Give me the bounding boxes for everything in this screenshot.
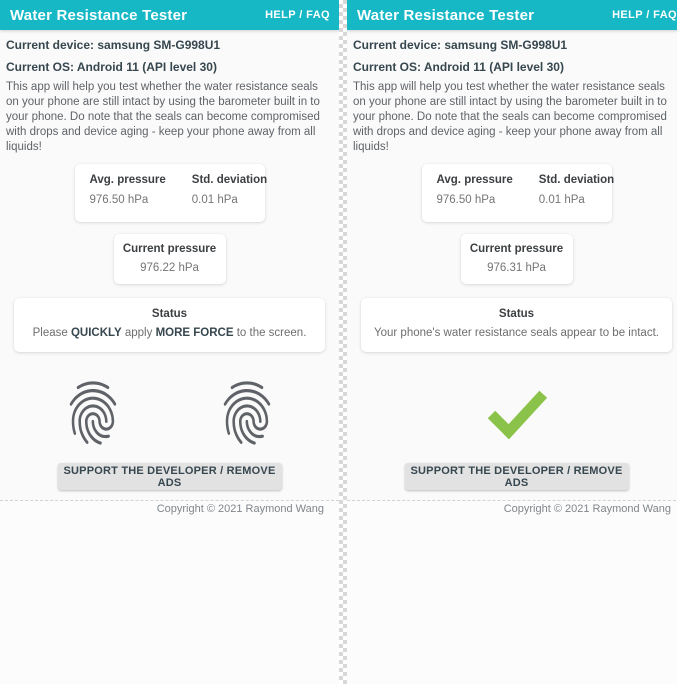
app-bar	[0, 0, 339, 30]
app-screen-testing	[0, 0, 339, 515]
status-message: Your phone's water resistance seals appear to be intact.	[374, 327, 659, 339]
current-pressure-label: Current pressure	[122, 243, 217, 255]
avg-pressure-label: Avg. pressure	[89, 174, 166, 186]
app-title: Water Resistance Tester	[10, 6, 188, 24]
current-pressure-value: 976.22 hPa	[140, 262, 199, 274]
help-faq-button[interactable]: HELP / FAQ	[265, 9, 330, 21]
status-text-part: to the screen.	[233, 327, 307, 339]
fingerprint-icon[interactable]	[62, 375, 124, 451]
checkered-divider	[339, 0, 347, 684]
pressure-stats-card	[422, 164, 615, 222]
screenshot-right	[347, 0, 677, 684]
app-bar	[347, 0, 677, 30]
copyright-text: Copyright © 2021 Raymond Wang	[503, 503, 671, 515]
current-pressure-card	[461, 234, 573, 284]
support-developer-button[interactable]: SUPPORT THE DEVELOPER / REMOVE ADS	[405, 463, 629, 490]
status-message	[14, 327, 325, 339]
current-device-text: Current device: samsung SM-G998U1	[6, 38, 221, 52]
avg-pressure-value: 976.50 hPa	[436, 194, 496, 206]
status-card	[361, 298, 672, 352]
std-deviation-stat	[192, 174, 267, 222]
status-card	[14, 298, 325, 352]
app-description: This app will help you test whether the water resistance seals on your phone are still intact by using the barometer built in to your phone. Do note that the seals can become compromised with drops and device aging - keep your phone away from all liquids!	[353, 81, 667, 153]
status-text-bold: QUICKLY	[70, 327, 122, 339]
std-deviation-label: Std. deviation	[538, 174, 615, 186]
std-deviation-value: 0.01 hPa	[538, 194, 585, 206]
std-deviation-label: Std. deviation	[191, 174, 268, 186]
current-pressure-label: Current pressure	[469, 243, 564, 255]
support-developer-button[interactable]: SUPPORT THE DEVELOPER / REMOVE ADS	[58, 463, 282, 490]
screen-body	[347, 30, 677, 515]
fingerprint-icon[interactable]	[216, 375, 278, 451]
avg-pressure-stat	[90, 174, 166, 222]
current-os-text: Current OS: Android 11 (API level 30)	[353, 60, 564, 74]
current-pressure-card	[114, 234, 226, 284]
copyright-text: Copyright © 2021 Raymond Wang	[156, 503, 324, 515]
status-heading: Status	[151, 308, 188, 320]
app-screen-result	[347, 0, 677, 515]
std-deviation-value: 0.01 hPa	[191, 194, 238, 206]
status-heading: Status	[498, 308, 535, 320]
avg-pressure-value: 976.50 hPa	[89, 194, 149, 206]
status-text-part: apply	[121, 327, 156, 339]
check-icon	[479, 386, 555, 440]
std-deviation-stat	[539, 174, 614, 222]
avg-pressure-stat	[437, 174, 513, 222]
current-pressure-value: 976.31 hPa	[487, 262, 546, 274]
status-text-bold: MORE FORCE	[155, 327, 234, 339]
screen-body	[0, 30, 339, 515]
help-faq-button[interactable]: HELP / FAQ	[612, 9, 677, 21]
current-device-text: Current device: samsung SM-G998U1	[353, 38, 568, 52]
app-description: This app will help you test whether the water resistance seals on your phone are still intact by using the barometer built in to your phone. Do note that the seals can become compromised with drops and device aging - keep your phone away from all liquids!	[6, 81, 320, 153]
result-area	[353, 367, 677, 459]
app-title: Water Resistance Tester	[357, 6, 535, 24]
status-text-part: Please	[32, 327, 71, 339]
press-area[interactable]	[6, 367, 333, 459]
pressure-stats-card	[75, 164, 268, 222]
current-os-text: Current OS: Android 11 (API level 30)	[6, 60, 217, 74]
avg-pressure-label: Avg. pressure	[436, 174, 513, 186]
